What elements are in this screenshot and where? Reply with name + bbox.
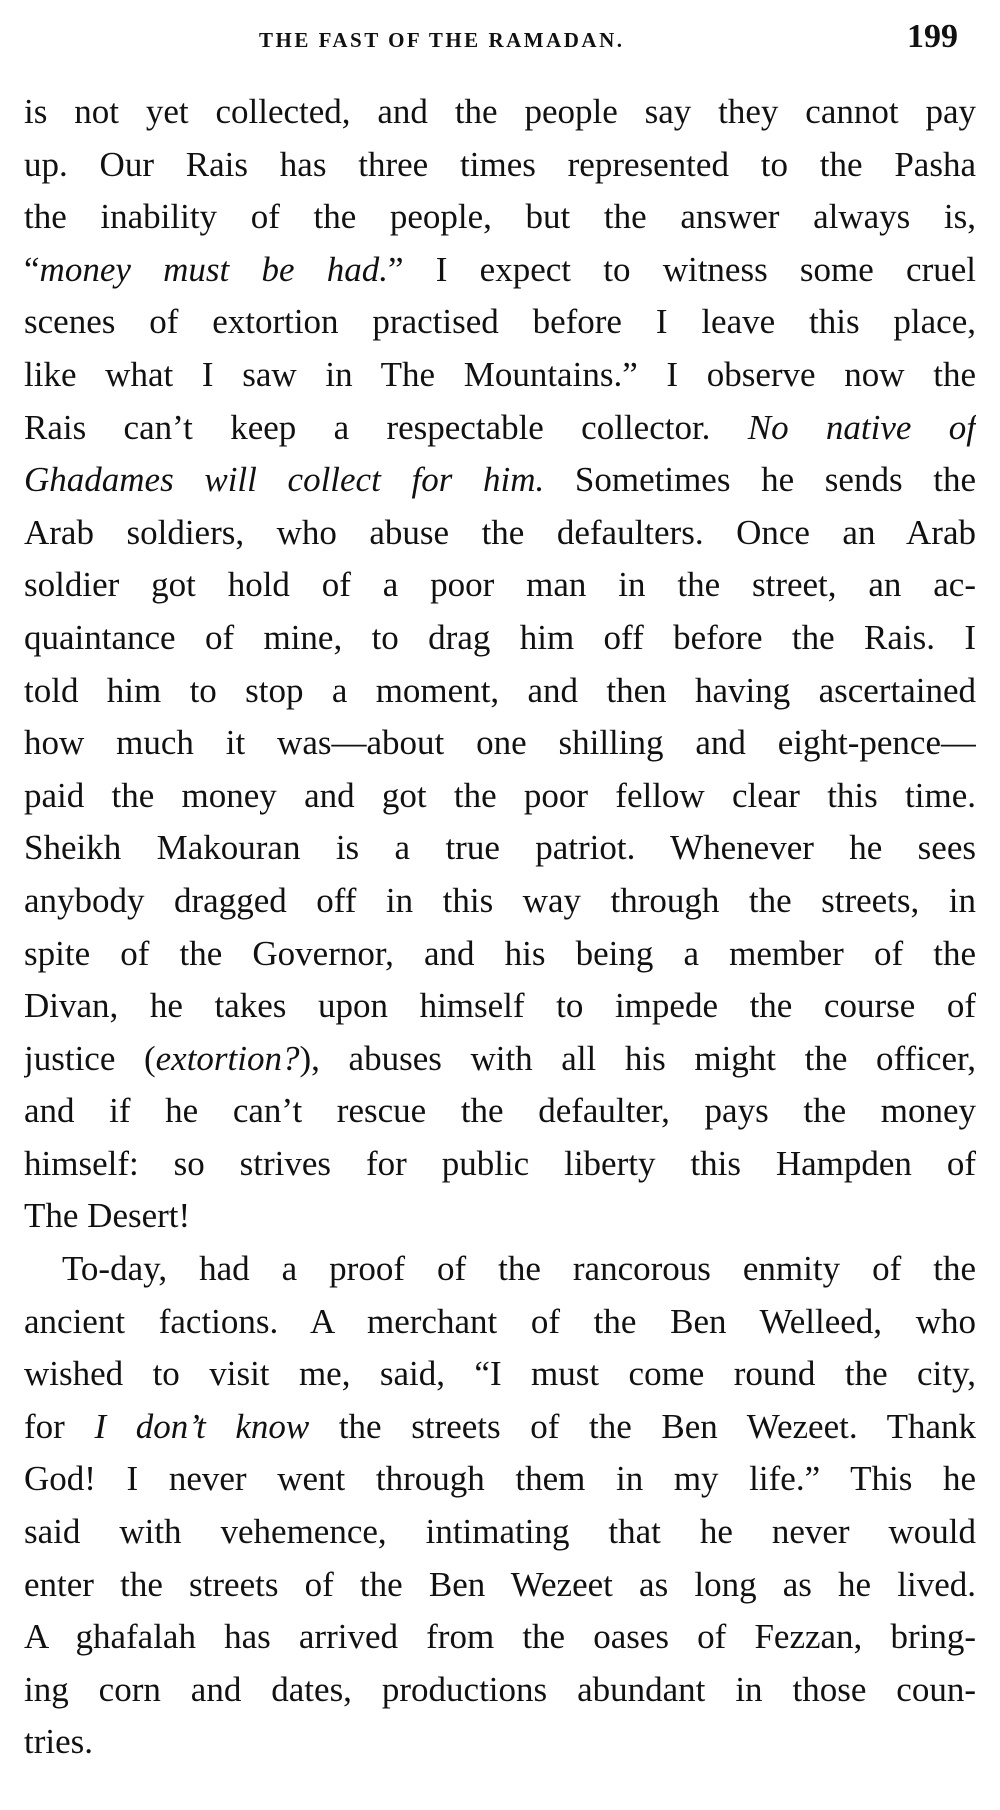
text-line [24, 928, 976, 981]
text-run: Sheikh Makouran is a true patriot. Whenever he sees [24, 828, 976, 868]
text-line [24, 612, 976, 665]
text-line [24, 1716, 976, 1769]
text-run: Sometimes he sends the [544, 460, 976, 500]
text-run: quaintance of mine, to drag him off before the Rais. I [24, 617, 976, 657]
italic-text: I don’t know [94, 1406, 310, 1446]
text-run: up. Our Rais has three times represented to the Pasha [24, 144, 976, 184]
text-run: To-day, had a proof of the rancorous enmity of the [62, 1249, 976, 1289]
text-run: ing corn and dates, productions abundant in those coun- [24, 1669, 976, 1709]
paragraph [24, 86, 976, 1243]
text-line [24, 1453, 976, 1506]
text-line [24, 1506, 976, 1559]
text-line [24, 191, 976, 244]
text-line [24, 717, 976, 770]
text-run: is not yet collected, and the people say they cannot pay [24, 92, 976, 131]
body-text [24, 86, 976, 1769]
italic-text: Ghadames will collect for him. [24, 460, 545, 500]
text-line [24, 980, 976, 1033]
italic-text: extortion? [155, 1038, 300, 1078]
text-run: Arab soldiers, who abuse the defaulters. Once an Arab [24, 512, 976, 552]
text-run: ancient factions. A merchant of the Ben Welleed, who [24, 1301, 976, 1341]
text-run: Divan, he takes upon himself to impede the course of [24, 986, 976, 1026]
text-line [24, 770, 976, 823]
text-run: ” I expect to witness some cruel [388, 249, 976, 289]
text-run: said with vehemence, intimating that he never would [24, 1512, 976, 1552]
text-run: ), abuses with all his might the officer, [299, 1038, 976, 1078]
page-header [24, 14, 976, 64]
text-line [24, 1348, 976, 1401]
text-line [24, 822, 976, 875]
text-run: The Desert! [24, 1196, 191, 1236]
text-line [24, 349, 976, 402]
running-title: THE FAST OF THE RAMADAN. [259, 28, 625, 52]
text-run: the inability of the people, but the answer always is, [24, 197, 976, 237]
text-run: “ [24, 249, 40, 289]
text-line [24, 296, 976, 349]
text-run: paid the money and got the poor fellow clear this time. [24, 775, 976, 815]
text-run: justice ( [24, 1038, 156, 1078]
text-run: tries. [24, 1722, 94, 1762]
text-line [24, 244, 976, 297]
text-run: told him to stop a moment, and then having ascertained [24, 670, 976, 710]
text-line [24, 86, 976, 139]
page-number: 199 [907, 18, 958, 55]
text-line [24, 454, 976, 507]
text-line [24, 665, 976, 718]
text-line [24, 1085, 976, 1138]
text-run: A ghafalah has arrived from the oases of Fezzan, bring- [24, 1617, 976, 1657]
text-run: like what I saw in The Mountains.” I observe now the [24, 354, 976, 394]
text-line [24, 1296, 976, 1349]
text-run: the streets of the Ben Wezeet. Thank [309, 1406, 976, 1446]
italic-text: No native of [747, 407, 976, 447]
paragraph [24, 1243, 976, 1769]
text-run: soldier got hold of a poor man in the street, an ac- [24, 565, 976, 605]
text-line [24, 402, 976, 455]
text-line [24, 1664, 976, 1717]
text-line [24, 875, 976, 928]
text-line [24, 1138, 976, 1191]
text-line [24, 1401, 976, 1454]
text-run: himself: so strives for public liberty this Hampden of [24, 1143, 976, 1183]
text-line [24, 1033, 976, 1086]
italic-text: money must be had. [39, 249, 389, 289]
text-line [24, 559, 976, 612]
text-run: wished to visit me, said, “I must come round the city, [24, 1354, 976, 1394]
text-line [24, 507, 976, 560]
text-run: God! I never went through them in my life.” This he [24, 1459, 976, 1499]
text-run: for [24, 1406, 95, 1446]
text-line [24, 1611, 976, 1664]
text-line [24, 1243, 976, 1296]
text-run: enter the streets of the Ben Wezeet as long as he lived. [24, 1564, 976, 1604]
text-line [24, 1559, 976, 1612]
text-run: Rais can’t keep a respectable collector. [24, 407, 748, 447]
text-run: scenes of extortion practised before I leave this place, [24, 302, 976, 342]
text-run: how much it was—about one shilling and eight-pence— [24, 723, 976, 763]
text-run: anybody dragged off in this way through the streets, in [24, 880, 976, 920]
text-run: and if he can’t rescue the defaulter, pays the money [24, 1091, 976, 1131]
text-run: spite of the Governor, and his being a member of the [24, 933, 976, 973]
text-line [24, 1190, 976, 1243]
text-line [24, 139, 976, 192]
